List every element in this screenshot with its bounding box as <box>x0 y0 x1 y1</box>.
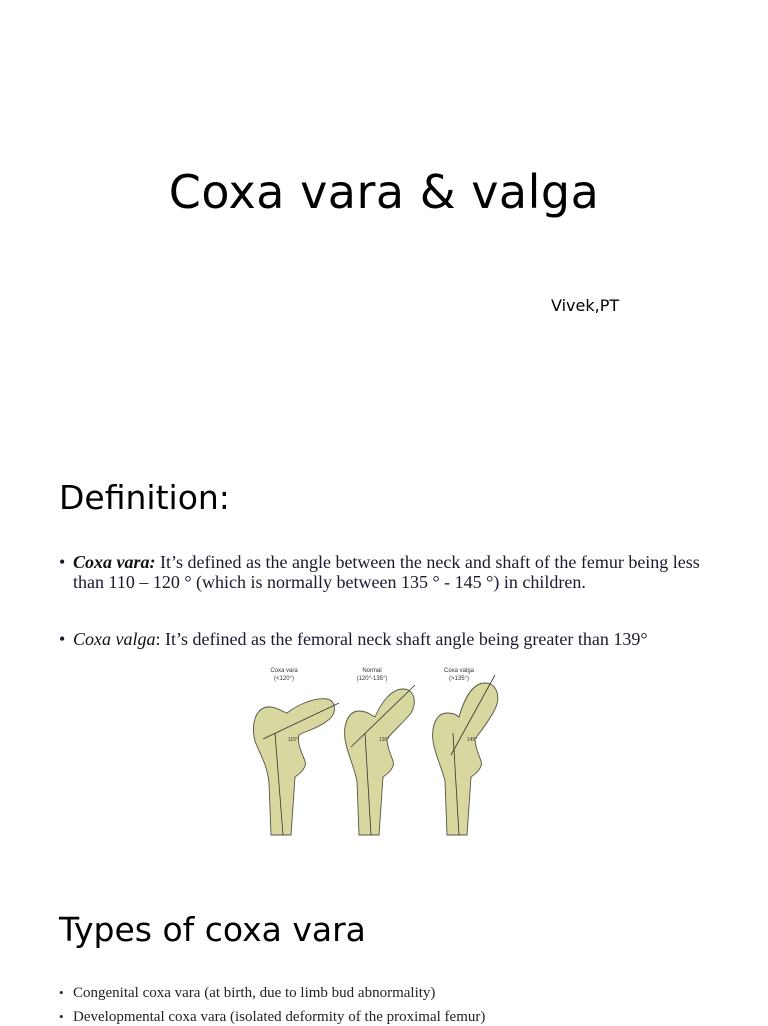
bullet-dot-icon: • <box>59 985 64 1000</box>
panel-range-normal: (120°-135°) <box>356 676 388 682</box>
bullet-dot-icon: • <box>59 552 66 572</box>
femur-bone-vara <box>254 699 335 835</box>
author-name: Vivek,PT <box>551 296 620 315</box>
presentation-title: Coxa vara & valga <box>168 165 600 219</box>
bullet-text <box>73 629 719 649</box>
type-list-item <box>59 1008 739 1026</box>
bullet-text <box>73 552 719 592</box>
panel-label-normal: Normal <box>362 668 382 674</box>
bullet-coxa-valga <box>59 629 719 649</box>
definition-slide <box>0 440 768 1024</box>
panel-label-valga: Coxa valga <box>443 668 475 674</box>
bullet-dot-icon: • <box>59 1009 64 1024</box>
term-coxa-valga: Coxa valga <box>73 629 156 649</box>
femur-coxa-valga <box>433 668 498 835</box>
definition-coxa-vara: It’s defined as the angle between the neck and shaft of the femur being less than 110 – 120 ° (which is normally between 135 ° - 145 °) in children. <box>73 552 700 592</box>
definition-heading: Definition: <box>59 478 230 517</box>
femur-bone-normal <box>345 689 415 835</box>
panel-range-valga: (>135°) <box>449 676 469 682</box>
femur-bone-valga <box>433 683 498 835</box>
femur-coxa-vara <box>254 668 340 835</box>
angle-label-valga: 145° <box>467 737 478 743</box>
type-text: Developmental coxa vara (isolated deformity of the proximal femur) <box>73 1009 486 1025</box>
bullet-dot-icon: • <box>59 629 66 649</box>
type-list-item <box>59 984 739 1002</box>
types-heading: Types of coxa vara <box>59 910 366 949</box>
type-text: Congenital coxa vara (at birth, due to limb bud abnormality) <box>73 985 436 1001</box>
femur-angle-figure <box>245 663 510 838</box>
title-slide <box>0 0 768 440</box>
panel-label-vara: Coxa vara <box>270 668 298 674</box>
bullet-coxa-vara <box>59 552 719 592</box>
angle-label-normal: 130° <box>379 737 390 743</box>
panel-range-vara: (<120°) <box>274 676 294 682</box>
term-coxa-vara: Coxa vara: <box>73 552 156 572</box>
definition-coxa-valga: : It’s defined as the femoral neck shaft angle being greater than 139° <box>155 629 648 649</box>
angle-label-vara: 115° <box>288 737 298 743</box>
femur-normal <box>345 668 415 835</box>
